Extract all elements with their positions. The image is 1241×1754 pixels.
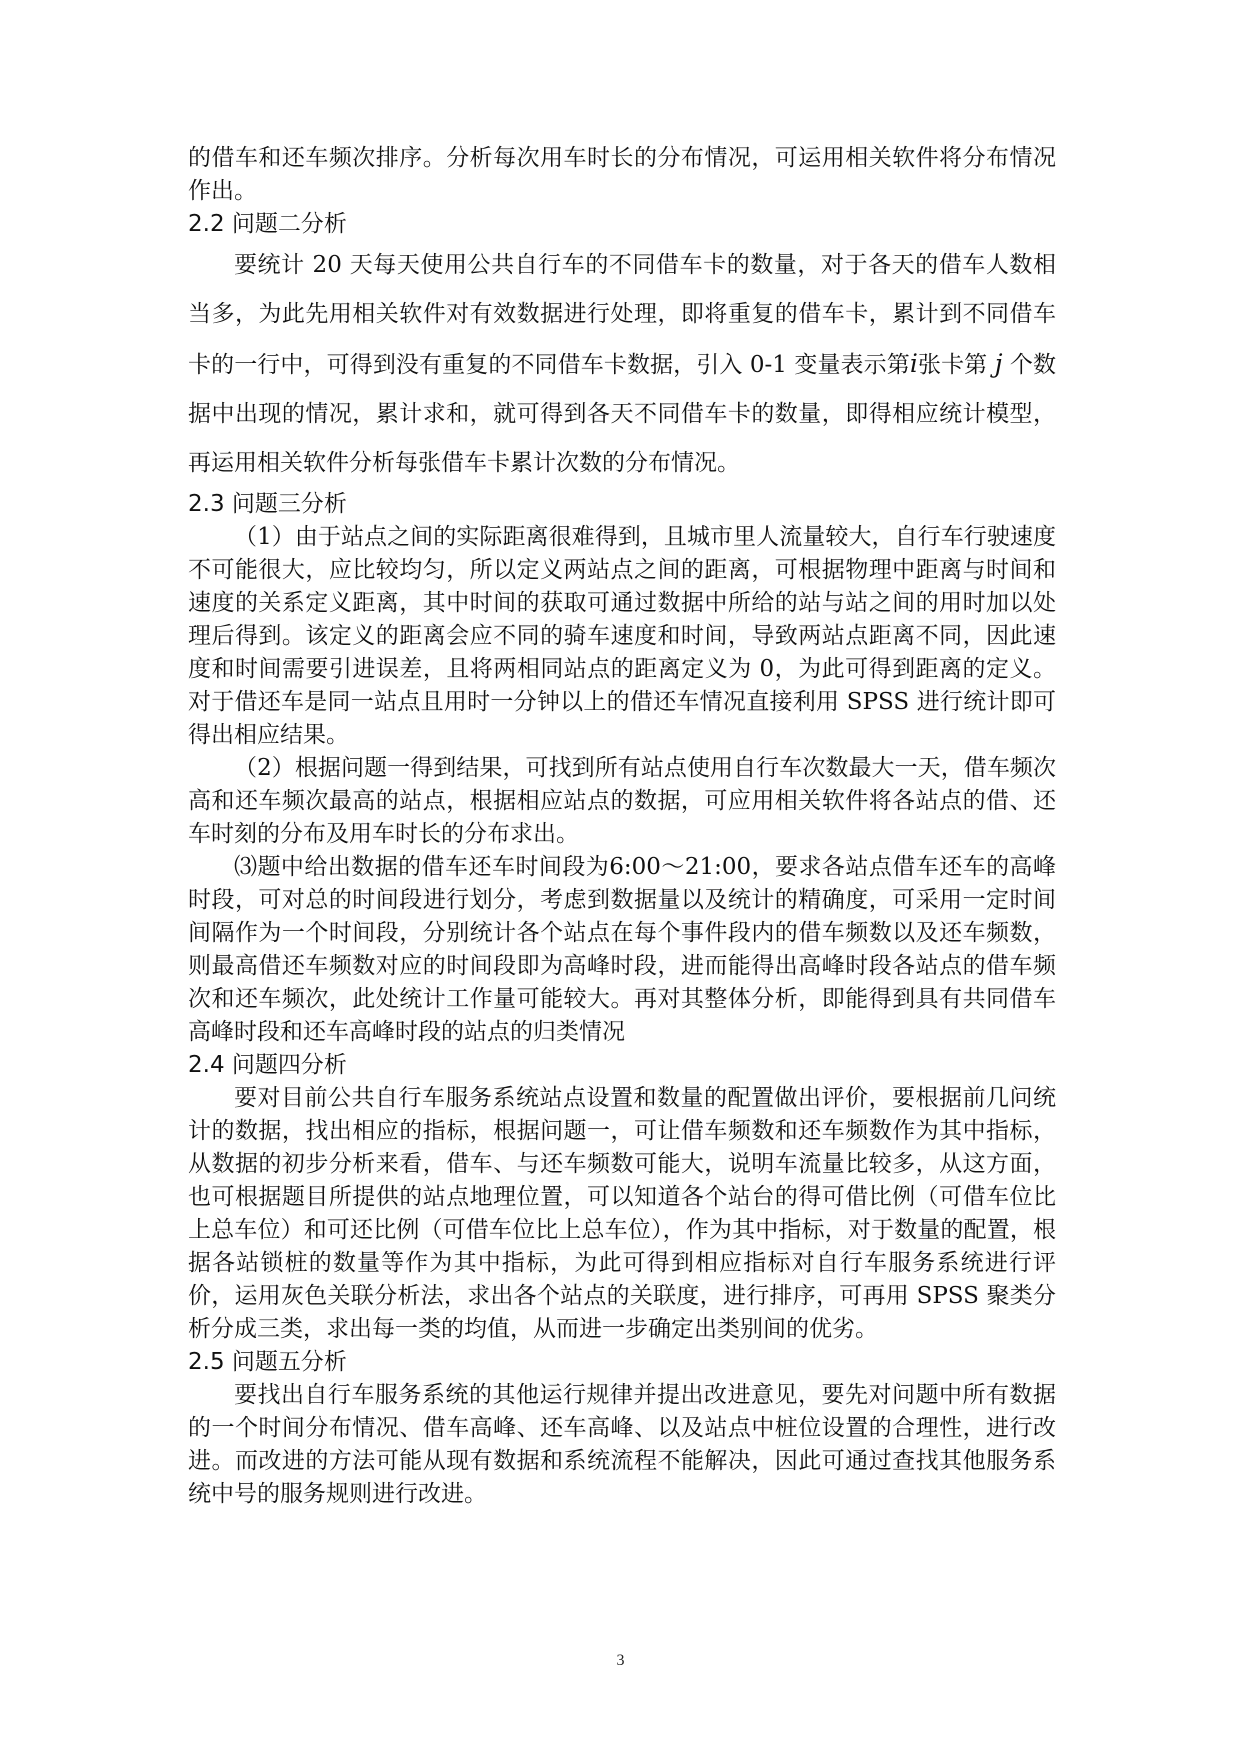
section-2-3-text-b: ，要求各站点借车还车的高峰时段，可对总的时间段进行划分，考虑到数据量以及统计的精确度，可采用一定时间间隔作为一个时间段，分别统计各个站点在每个事件段内的借车频数以及还车频数，则最高借还车频数对应的时间段即为高峰时段，进而能得出高峰时段各站点的借车频次和还车频次，此处统计工作量可能较大。再对其整体分析，即能得到具有共同借车高峰时段和还车高峰时段的站点的归类情况 — [188, 854, 1057, 1045]
section-2-2-paragraph — [188, 241, 1056, 488]
section-2-3-text-a: ⑶题中给出数据的借车还车时间段为 — [234, 854, 610, 880]
section-2-4-paragraph: 要对目前公共自行车服务系统站点设置和数量的配置做出评价，要根据前几问统计的数据，找出相应的指标，根据问题一，可让借车频数和还车频数作为其中指标，从数据的初步分析来看，借车、与还车频数可能大，说明车流量比较多，从这方面，也可根据题目所提供的站点地理位置，可以知道各个站台的得可借比例（可借车位比上总车位）和可还比例（可借车位比上总车位），作为其中指标，对于数量的配置，根据各站锁桩的数量等作为其中指标，为此可得到相应指标对自行车服务系统进行评价，运用灰色关联分析法，求出各个站点的关联度，进行排序，可再用 SPSS 聚类分析分成三类，求出每一类的均值，从而进一步确定出类别间的优劣。 — [188, 1085, 1056, 1342]
section-2-3-paragraph-1: （1）由于站点之间的实际距离很难得到，且城市里人流量较大，自行车行驶速度不可能很大，应比较均匀，所以定义两站点之间的距离，可根据物理中距离与时间和速度的关系定义距离，其中时间的获取可通过数据中所给的站与站之间的用时加以处理后得到。该定义的距离会应不同的骑车速度和时间，导致两站点距离不同，因此速度和时间需要引进误差，且将两相同站点的距离定义为 0，为此可得到距离的定义。对于借还车是同一站点且用时一分钟以上的借还车情况直接利用 SPSS 进行统计即可得出相应结果。 — [188, 524, 1056, 748]
section-2-2-text-d: 即得相应统计模型，再运用相关软件分析每张借车卡累计次数的分布情况。 — [188, 401, 1057, 476]
section-2-3-paragraph-3 — [188, 851, 1056, 1049]
section-2-3-heading: 2.3 问题三分析 — [188, 491, 347, 517]
document-body — [188, 142, 1056, 1511]
section-2-2-text-a: 要统计 20 天每天使用公共自行车的不同借车卡的数量，对于各天的借车人数相当多，为此先用相关软件对有效数据进行处理，即将重复的借车卡，累计到不同借车卡的一行中，可得到没有重复的不同借车卡数据，引入 0-1 变量表示第 — [188, 252, 1056, 378]
section-2-2-heading: 2.2 问题二分析 — [188, 211, 347, 237]
section-2-2-text-c: 个数据中出现的情况，累计求和，就可得到各天不同借车卡的数量， — [188, 352, 1057, 427]
section-2-5-heading: 2.5 问题五分析 — [188, 1349, 347, 1375]
section-2-4-heading: 2.4 问题四分析 — [188, 1052, 347, 1078]
time-range: 6:00～21:00 — [609, 854, 752, 880]
variable-i: i — [909, 349, 918, 378]
section-2-5-paragraph: 要找出自行车服务系统的其他运行规律并提出改进意见，要先对问题中所有数据的一个时间分布情况、借车高峰、还车高峰、以及站点中桩位设置的合理性，进行改进。而改进的方法可能从现有数据和系统流程不能解决，因此可通过查找其他服务系统中号的服务规则进行改进。 — [188, 1382, 1056, 1507]
page-number: 3 — [616, 1652, 625, 1669]
section-2-3-paragraph-2: （2）根据问题一得到结果，可找到所有站点使用自行车次数最大一天，借车频次高和还车频次最高的站点，根据相应站点的数据，可应用相关软件将各站点的借、还车时刻的分布及用车时长的分布求出。 — [188, 755, 1056, 847]
intro-paragraph: 的借车和还车频次排序。分析每次用车时长的分布情况，可运用相关软件将分布情况作出。 — [188, 145, 1056, 204]
variable-j: j — [994, 349, 1003, 378]
section-2-2-text-b: 张卡第 — [917, 352, 988, 378]
